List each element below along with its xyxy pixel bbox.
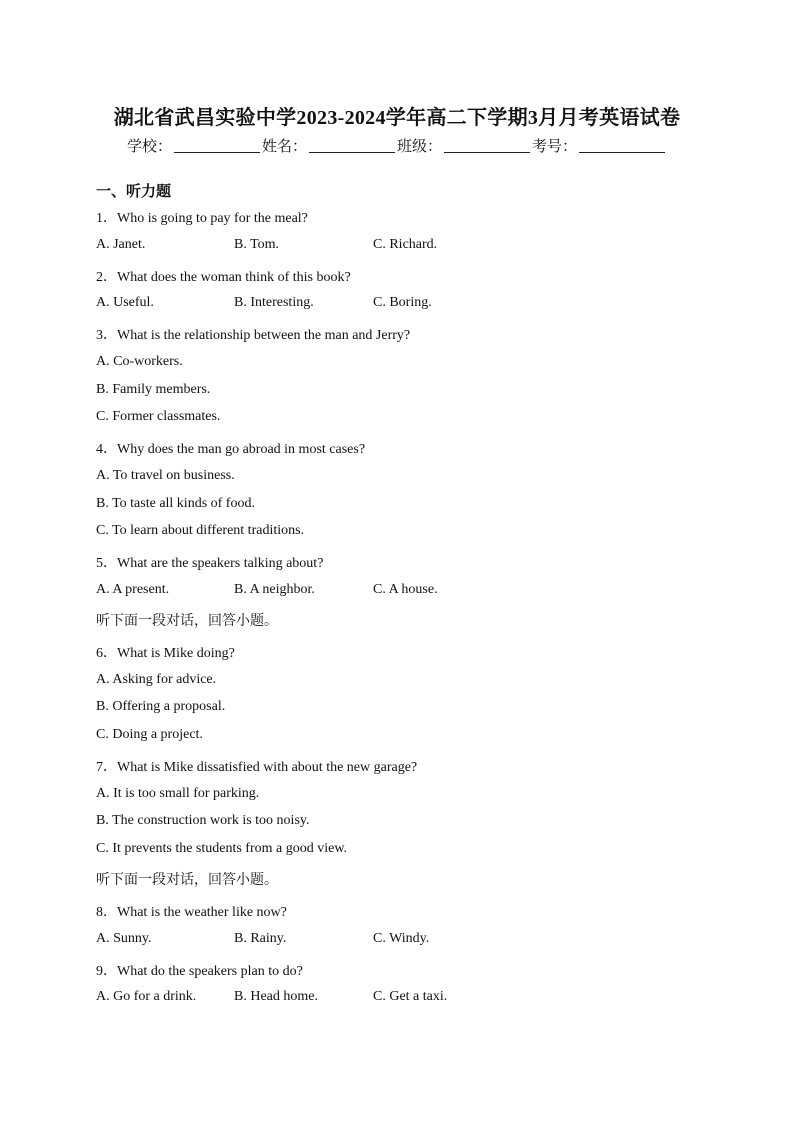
listening-instruction: 听下面一段对话，回答小题。 xyxy=(96,613,278,629)
section-heading: 一、听力题 xyxy=(96,182,172,200)
school-blank[interactable] xyxy=(174,138,260,153)
listening-instruction: 听下面一段对话，回答小题。 xyxy=(96,872,278,888)
option-c[interactable]: C. Former classmates. xyxy=(96,409,221,424)
question-6: 6．What is Mike doing? xyxy=(96,646,235,661)
option-a[interactable]: A. Useful. xyxy=(96,295,154,310)
page-title: 湖北省武昌实验中学2023-2024学年高二下学期3月月考英语试卷 xyxy=(113,107,681,129)
option-b[interactable]: B. Head home. xyxy=(234,989,318,1004)
option-c[interactable]: C. Richard. xyxy=(373,237,438,252)
option-c[interactable]: C. Boring. xyxy=(373,295,432,310)
option-b[interactable]: B. The construction work is too noisy. xyxy=(96,813,310,828)
option-a[interactable]: A. It is too small for parking. xyxy=(96,786,260,801)
student-info-line xyxy=(0,135,794,156)
option-b[interactable]: B. Offering a proposal. xyxy=(96,699,226,714)
option-a[interactable]: A. Sunny. xyxy=(96,931,152,946)
name-blank[interactable] xyxy=(309,138,395,153)
question-7: 7．What is Mike dissatisfied with about the new garage? xyxy=(96,760,418,775)
option-c[interactable]: C. Windy. xyxy=(373,931,430,946)
option-a[interactable]: A. To travel on business. xyxy=(96,468,235,483)
option-a[interactable]: A. A present. xyxy=(96,582,170,597)
option-a[interactable]: A. Go for a drink. xyxy=(96,989,197,1004)
question-3: 3．What is the relationship between the man and Jerry? xyxy=(96,328,411,343)
question-5: 5．What are the speakers talking about? xyxy=(96,556,324,571)
question-1: 1．Who is going to pay for the meal? xyxy=(96,211,308,226)
option-a[interactable]: A. Co-workers. xyxy=(96,354,183,369)
question-9: 9．What do the speakers plan to do? xyxy=(96,964,303,979)
option-b[interactable]: B. A neighbor. xyxy=(234,582,315,597)
option-a[interactable]: A. Asking for advice. xyxy=(96,672,217,687)
option-c[interactable]: C. It prevents the students from a good view. xyxy=(96,841,348,856)
name-label: 姓名： xyxy=(261,139,307,155)
class-label: 班级： xyxy=(397,139,443,155)
option-b[interactable]: B. Rainy. xyxy=(234,931,287,946)
id-blank[interactable] xyxy=(579,138,665,153)
school-label: 学校： xyxy=(126,139,172,155)
question-2: 2．What does the woman think of this book? xyxy=(96,270,351,285)
question-8: 8．What is the weather like now? xyxy=(96,905,287,920)
option-b[interactable]: B. Family members. xyxy=(96,382,211,397)
class-blank[interactable] xyxy=(444,138,530,153)
option-b[interactable]: B. Interesting. xyxy=(234,295,314,310)
option-b[interactable]: B. To taste all kinds of food. xyxy=(96,496,255,511)
option-c[interactable]: C. A house. xyxy=(373,582,438,597)
option-b[interactable]: B. Tom. xyxy=(234,237,280,252)
option-a[interactable]: A. Janet. xyxy=(96,237,146,252)
option-c[interactable]: C. Get a taxi. xyxy=(373,989,448,1004)
question-4: 4．Why does the man go abroad in most cases? xyxy=(96,442,366,457)
option-c[interactable]: C. Doing a project. xyxy=(96,727,203,742)
id-label: 考号： xyxy=(532,139,578,155)
option-c[interactable]: C. To learn about different traditions. xyxy=(96,523,305,538)
